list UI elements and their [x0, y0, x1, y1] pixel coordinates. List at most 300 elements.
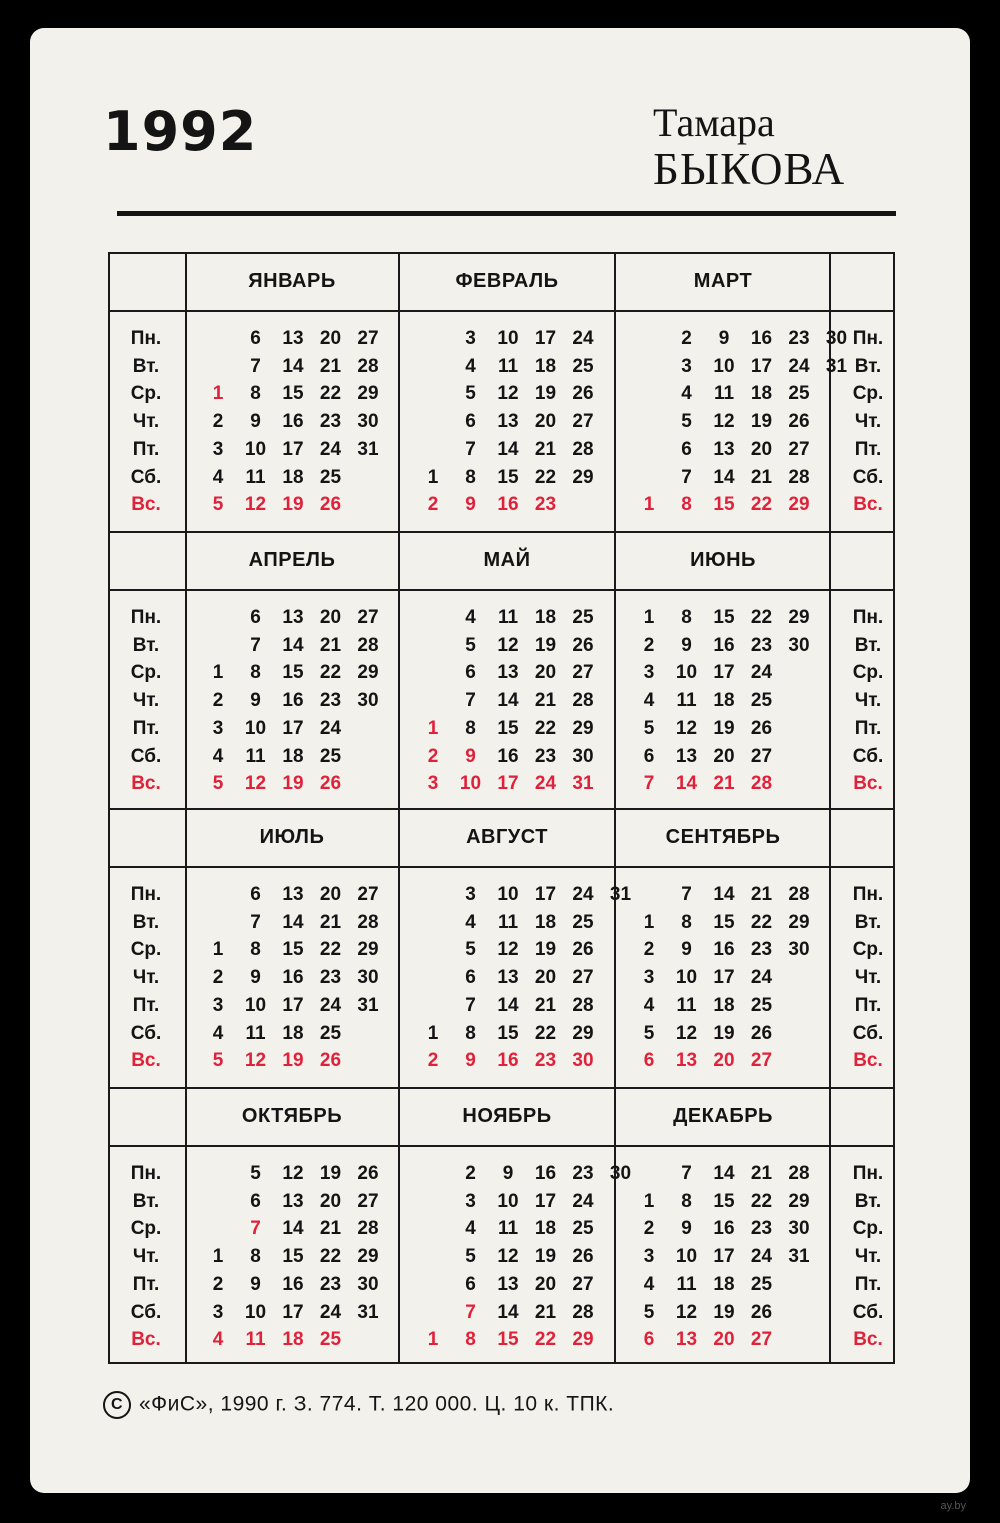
- day-cell: 26: [572, 634, 594, 656]
- day-cell: 10: [244, 1301, 267, 1323]
- weekday-label: Вт.: [854, 911, 882, 933]
- day-cell: 22: [750, 607, 773, 628]
- grid-hline: [110, 1087, 893, 1089]
- day-cell: 13: [282, 884, 304, 905]
- day-cell: 2: [212, 967, 224, 989]
- day-cell: 20: [713, 1050, 735, 1072]
- day-cell: 29: [572, 717, 594, 739]
- month-name: ДЕКАБРЬ: [673, 1105, 773, 1127]
- day-cell: 14: [282, 1218, 304, 1240]
- day-cell: 21: [534, 438, 557, 460]
- day-cell: 13: [675, 745, 698, 767]
- day-cell: 25: [788, 383, 810, 405]
- day-cell: 24: [750, 1246, 773, 1268]
- day-cell: 31: [357, 994, 379, 1016]
- day-cell: 8: [250, 1246, 261, 1268]
- day-cell: 25: [572, 607, 594, 628]
- weekday-label: Ср.: [852, 383, 884, 405]
- day-cell: 18: [282, 745, 304, 767]
- day-cell: 16: [713, 939, 735, 961]
- day-cell: 23: [534, 494, 557, 516]
- weekday-label: Пт.: [854, 438, 882, 460]
- day-cell: 9: [718, 328, 730, 349]
- day-cell: 23: [319, 411, 342, 433]
- weekday-label: Вт.: [132, 1190, 160, 1212]
- day-cell: 13: [282, 328, 304, 349]
- day-cell: 26: [319, 1050, 342, 1072]
- weekday-label: Чт.: [132, 967, 160, 989]
- grid-hline: [110, 310, 893, 312]
- day-cell: 1: [212, 662, 224, 684]
- weekday-label: Чт.: [132, 1246, 160, 1268]
- day-cell: 16: [282, 967, 304, 989]
- day-cell: 13: [497, 967, 519, 989]
- day-cell: 8: [465, 466, 476, 488]
- day-cell: 1: [427, 466, 439, 488]
- day-cell: 10: [244, 994, 267, 1016]
- day-cell: 1: [212, 1246, 224, 1268]
- day-cell: 19: [282, 1050, 304, 1072]
- day-cell: 2: [427, 494, 439, 516]
- day-cell: 17: [713, 967, 735, 989]
- day-cell: 24: [788, 355, 810, 377]
- weekday-label: Сб.: [852, 466, 884, 488]
- day-cell: 17: [282, 1301, 304, 1323]
- day-cell: 17: [282, 994, 304, 1016]
- day-cell: 30: [788, 939, 810, 961]
- day-cell: 16: [713, 1218, 735, 1240]
- day-cell: 3: [465, 328, 476, 349]
- weekday-label: Ср.: [130, 662, 162, 684]
- weekday-label: Сб.: [852, 1301, 884, 1323]
- day-cell: 2: [212, 1273, 224, 1295]
- weekday-label: Ср.: [130, 383, 162, 405]
- day-cell: 22: [534, 466, 557, 488]
- day-cell: 24: [572, 884, 594, 905]
- day-cell: 3: [212, 717, 224, 739]
- day-cell: 1: [212, 383, 224, 405]
- day-cell: 7: [465, 994, 476, 1016]
- weekday-label: Чт.: [132, 411, 160, 433]
- weekday-label: Пн.: [130, 884, 162, 905]
- day-cell: 13: [497, 411, 519, 433]
- day-cell: 7: [681, 466, 692, 488]
- day-cell: 9: [250, 967, 261, 989]
- day-cell: 1: [427, 717, 439, 739]
- day-cell: 1: [427, 1022, 439, 1044]
- weekday-label: Ср.: [852, 662, 884, 684]
- day-cell: 20: [534, 967, 557, 989]
- day-cell: 17: [534, 1190, 557, 1212]
- day-cell: 13: [282, 1190, 304, 1212]
- day-cell: 3: [427, 773, 439, 795]
- day-cell: 25: [572, 355, 594, 377]
- day-cell: 28: [788, 466, 810, 488]
- day-cell: 18: [713, 1273, 735, 1295]
- day-cell: 19: [713, 1022, 735, 1044]
- weekday-label: Вс.: [131, 1329, 161, 1351]
- day-cell: 16: [282, 690, 304, 712]
- day-cell: 3: [643, 662, 655, 684]
- day-cell: 4: [212, 1329, 224, 1351]
- grid-hline: [110, 1145, 893, 1147]
- imprint-footer: [103, 1391, 614, 1419]
- day-cell: 2: [681, 328, 692, 349]
- day-cell: 7: [681, 1163, 692, 1184]
- day-cell: 8: [681, 494, 692, 516]
- month-name: ОКТЯБРЬ: [241, 1105, 343, 1127]
- day-cell: 15: [497, 717, 519, 739]
- day-cell: 4: [212, 745, 224, 767]
- day-cell: 19: [534, 634, 557, 656]
- day-cell: 25: [572, 911, 594, 933]
- weekday-label: Ср.: [130, 939, 162, 961]
- day-cell: 29: [357, 383, 379, 405]
- weekday-label: Сб.: [130, 466, 162, 488]
- day-cell: 10: [675, 967, 698, 989]
- day-cell: 16: [750, 328, 773, 349]
- day-cell: 18: [750, 383, 773, 405]
- day-cell: 27: [750, 1329, 773, 1351]
- day-cell: 8: [465, 1022, 476, 1044]
- day-cell: 19: [534, 939, 557, 961]
- day-cell: 12: [675, 1301, 698, 1323]
- day-cell: 15: [713, 607, 735, 628]
- day-cell: 7: [250, 355, 261, 377]
- day-cell: 28: [357, 355, 379, 377]
- day-cell: 6: [643, 1329, 655, 1351]
- day-cell: 24: [572, 328, 594, 349]
- weekday-label: Пт.: [132, 717, 160, 739]
- day-cell: 11: [497, 911, 519, 933]
- day-cell: 8: [250, 939, 261, 961]
- day-cell: 14: [497, 690, 519, 712]
- day-cell: 31: [357, 438, 379, 460]
- day-cell: 3: [212, 994, 224, 1016]
- day-cell: 14: [497, 994, 519, 1016]
- day-cell: 9: [502, 1163, 514, 1184]
- day-cell: 20: [534, 1273, 557, 1295]
- day-cell: 3: [212, 438, 224, 460]
- day-cell: 24: [534, 773, 557, 795]
- day-cell: 21: [750, 1163, 773, 1184]
- weekday-label: Пт.: [132, 438, 160, 460]
- day-cell: 24: [750, 967, 773, 989]
- weekday-label: Пт.: [854, 1273, 882, 1295]
- day-cell: 18: [713, 690, 735, 712]
- day-cell: 11: [497, 607, 519, 628]
- day-cell: 15: [713, 494, 735, 516]
- day-cell: 14: [497, 1301, 519, 1323]
- month-name: МАРТ: [693, 270, 753, 292]
- day-cell: 1: [643, 494, 655, 516]
- day-cell: 20: [534, 411, 557, 433]
- day-cell: 29: [572, 1022, 594, 1044]
- day-cell: 23: [750, 634, 773, 656]
- day-cell: 25: [319, 1022, 342, 1044]
- day-cell: 1: [212, 939, 224, 961]
- day-cell: 20: [319, 328, 342, 349]
- day-cell: 7: [465, 690, 476, 712]
- day-cell: 17: [497, 773, 519, 795]
- day-cell: 19: [282, 494, 304, 516]
- day-cell: 27: [572, 411, 594, 433]
- day-cell: 6: [643, 1050, 655, 1072]
- day-cell: 14: [713, 1163, 735, 1184]
- day-cell: 9: [465, 745, 476, 767]
- day-cell: 18: [534, 911, 557, 933]
- day-cell: 31: [357, 1301, 379, 1323]
- day-cell: 26: [572, 383, 594, 405]
- weekday-label: Чт.: [854, 1246, 882, 1268]
- day-cell: 25: [319, 466, 342, 488]
- day-cell: 13: [497, 662, 519, 684]
- day-cell: 14: [282, 355, 304, 377]
- day-cell: 21: [534, 1301, 557, 1323]
- day-cell: 15: [282, 662, 304, 684]
- day-cell: 30: [357, 690, 379, 712]
- day-cell: 26: [572, 1246, 594, 1268]
- day-cell: 8: [250, 662, 261, 684]
- day-cell: 4: [681, 383, 692, 405]
- day-cell: 28: [788, 1163, 810, 1184]
- day-cell: 12: [244, 773, 267, 795]
- weekday-label: Вс.: [131, 494, 161, 516]
- day-cell: 27: [572, 1273, 594, 1295]
- day-cell: 13: [282, 607, 304, 628]
- day-cell: 2: [643, 1218, 655, 1240]
- day-cell: 27: [572, 967, 594, 989]
- day-cell: 20: [319, 1190, 342, 1212]
- day-cell: 5: [681, 411, 692, 433]
- day-cell: 5: [465, 634, 476, 656]
- day-cell: 4: [465, 911, 476, 933]
- day-cell: 22: [534, 1022, 557, 1044]
- month-name: ИЮЛЬ: [259, 826, 325, 848]
- day-cell: 25: [319, 1329, 342, 1351]
- day-cell: 6: [250, 607, 261, 628]
- day-cell: 22: [534, 717, 557, 739]
- day-cell: 10: [497, 328, 519, 349]
- author-first-name: Тамара: [653, 100, 775, 145]
- weekday-label: Чт.: [854, 967, 882, 989]
- weekday-label: Пт.: [854, 994, 882, 1016]
- month-name: АВГУСТ: [466, 826, 548, 848]
- day-cell: 2: [212, 411, 224, 433]
- day-cell: 23: [319, 1273, 342, 1295]
- day-cell: 7: [465, 438, 476, 460]
- day-cell: 22: [319, 1246, 342, 1268]
- day-cell: 17: [534, 328, 557, 349]
- day-cell: 29: [788, 1190, 810, 1212]
- day-cell: 27: [572, 662, 594, 684]
- day-cell: 28: [357, 1218, 379, 1240]
- day-cell: 24: [319, 717, 342, 739]
- day-cell: 5: [212, 773, 224, 795]
- day-cell: 16: [282, 1273, 304, 1295]
- day-cell: 6: [465, 967, 476, 989]
- day-cell: 22: [534, 1329, 557, 1351]
- day-cell: 7: [681, 884, 692, 905]
- day-cell: 18: [534, 355, 557, 377]
- day-cell: 29: [788, 494, 810, 516]
- day-cell: 28: [572, 438, 594, 460]
- day-cell: 16: [497, 1050, 519, 1072]
- weekday-label: Вт.: [854, 355, 882, 377]
- day-cell: 5: [212, 494, 224, 516]
- weekday-label: Вт.: [132, 355, 160, 377]
- day-cell: 19: [534, 383, 557, 405]
- day-cell: 23: [750, 1218, 773, 1240]
- day-cell: 15: [282, 939, 304, 961]
- day-cell: 7: [465, 1301, 476, 1323]
- day-cell: 3: [212, 1301, 224, 1323]
- header-rule: [117, 211, 896, 216]
- day-cell: 6: [250, 1190, 261, 1212]
- day-cell: 22: [750, 911, 773, 933]
- day-cell: 22: [319, 383, 342, 405]
- weekday-label: Пн.: [130, 607, 162, 628]
- day-cell: 9: [250, 690, 261, 712]
- day-cell: 25: [319, 745, 342, 767]
- author-last-name: БЫКОВА: [653, 144, 846, 194]
- weekday-label: Вт.: [854, 1190, 882, 1212]
- day-cell: 11: [245, 745, 266, 767]
- weekday-label: Чт.: [132, 690, 160, 712]
- copyright-icon: C: [103, 1391, 131, 1419]
- day-cell: 31: [825, 355, 848, 377]
- weekday-label: Пн.: [130, 328, 162, 349]
- day-cell: 30: [825, 328, 848, 349]
- day-cell: 27: [357, 1190, 379, 1212]
- day-cell: 30: [357, 967, 379, 989]
- weekday-label: Вс.: [853, 773, 883, 795]
- grid-hline: [110, 808, 893, 810]
- day-cell: 5: [465, 1246, 476, 1268]
- day-cell: 8: [681, 911, 692, 933]
- day-cell: 10: [244, 717, 267, 739]
- day-cell: 12: [497, 1246, 519, 1268]
- day-cell: 20: [319, 884, 342, 905]
- day-cell: 13: [675, 1050, 698, 1072]
- day-cell: 27: [788, 438, 810, 460]
- day-cell: 15: [713, 1190, 735, 1212]
- day-cell: 19: [713, 1301, 735, 1323]
- day-cell: 16: [713, 634, 735, 656]
- day-cell: 16: [497, 745, 519, 767]
- day-cell: 14: [675, 773, 698, 795]
- day-cell: 18: [282, 1022, 304, 1044]
- day-cell: 13: [497, 1273, 519, 1295]
- day-cell: 30: [357, 1273, 379, 1295]
- month-name: АПРЕЛЬ: [248, 549, 336, 571]
- day-cell: 1: [643, 607, 655, 628]
- weekday-label: Сб.: [852, 745, 884, 767]
- day-cell: 21: [750, 884, 773, 905]
- day-cell: 9: [465, 1050, 476, 1072]
- grid-hline: [110, 531, 893, 533]
- month-name: ЯНВАРЬ: [248, 270, 336, 292]
- day-cell: 20: [713, 745, 735, 767]
- day-cell: 23: [572, 1163, 594, 1184]
- year-title: 1992: [103, 100, 258, 163]
- grid-hline: [110, 866, 893, 868]
- imprint-text: «ФиС», 1990 г. З. 774. Т. 120 000. Ц. 10 к. ТПК.: [139, 1392, 615, 1416]
- day-cell: 4: [465, 355, 476, 377]
- day-cell: 20: [750, 438, 773, 460]
- day-cell: 5: [643, 1301, 655, 1323]
- day-cell: 3: [643, 1246, 655, 1268]
- day-cell: 10: [459, 773, 482, 795]
- weekday-label: Вс.: [131, 773, 161, 795]
- day-cell: 27: [357, 328, 379, 349]
- day-cell: 14: [497, 438, 519, 460]
- day-cell: 8: [465, 1329, 476, 1351]
- weekday-label: Ср.: [130, 1218, 162, 1240]
- day-cell: 30: [788, 634, 810, 656]
- day-cell: 23: [319, 967, 342, 989]
- day-cell: 6: [643, 745, 655, 767]
- day-cell: 3: [643, 967, 655, 989]
- weekday-label: Пт.: [132, 1273, 160, 1295]
- weekday-label: Пн.: [852, 1163, 884, 1184]
- month-name: СЕНТЯБРЬ: [665, 826, 781, 848]
- day-cell: 14: [282, 911, 304, 933]
- day-cell: 12: [713, 411, 735, 433]
- day-cell: 23: [750, 939, 773, 961]
- day-cell: 9: [250, 1273, 261, 1295]
- day-cell: 11: [497, 1218, 519, 1240]
- day-cell: 27: [357, 607, 379, 628]
- day-cell: 28: [572, 994, 594, 1016]
- day-cell: 24: [319, 994, 342, 1016]
- day-cell: 1: [427, 1329, 439, 1351]
- day-cell: 29: [357, 1246, 379, 1268]
- day-cell: 30: [572, 1050, 594, 1072]
- day-cell: 28: [357, 911, 379, 933]
- day-cell: 5: [465, 383, 476, 405]
- day-cell: 2: [427, 1050, 439, 1072]
- day-cell: 27: [750, 1050, 773, 1072]
- day-cell: 3: [681, 355, 692, 377]
- day-cell: 28: [572, 1301, 594, 1323]
- day-cell: 27: [357, 884, 379, 905]
- day-cell: 24: [750, 662, 773, 684]
- weekday-label: Пн.: [852, 607, 884, 628]
- day-cell: 30: [572, 745, 594, 767]
- day-cell: 29: [572, 1329, 594, 1351]
- day-cell: 22: [750, 1190, 773, 1212]
- day-cell: 26: [750, 717, 773, 739]
- day-cell: 14: [713, 884, 735, 905]
- day-cell: 21: [319, 355, 342, 377]
- day-cell: 8: [465, 717, 476, 739]
- day-cell: 25: [572, 1218, 594, 1240]
- month-name: НОЯБРЬ: [462, 1105, 552, 1127]
- day-cell: 13: [675, 1329, 698, 1351]
- day-cell: 24: [319, 438, 342, 460]
- day-cell: 23: [319, 690, 342, 712]
- day-cell: 4: [465, 607, 476, 628]
- weekday-label: Пт.: [132, 994, 160, 1016]
- day-cell: 11: [497, 355, 519, 377]
- day-cell: 6: [465, 662, 476, 684]
- day-cell: 12: [497, 634, 519, 656]
- day-cell: 11: [676, 690, 697, 712]
- day-cell: 11: [245, 466, 266, 488]
- day-cell: 29: [788, 607, 810, 628]
- month-name: МАЙ: [483, 549, 531, 571]
